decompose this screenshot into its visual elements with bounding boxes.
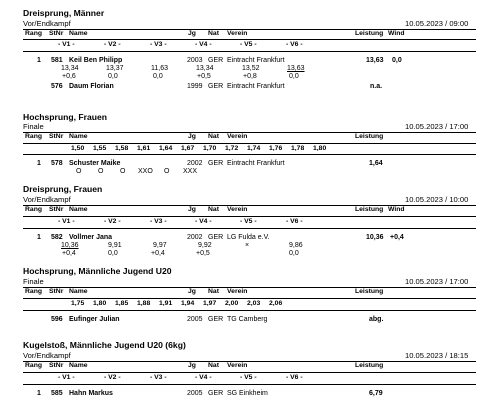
event-datetime: 10.05.2023 / 09:00: [405, 19, 469, 28]
result: abg.: [369, 316, 384, 323]
height-header: 2,00: [225, 300, 239, 307]
height-header: 1,75: [71, 300, 85, 307]
result: 13,63: [366, 57, 384, 64]
club: Eintracht Frankfurt: [227, 83, 285, 90]
col-name: Name: [69, 133, 88, 140]
nation: GER: [208, 57, 224, 64]
col-nat: Nat: [208, 206, 219, 213]
wind: +0,4: [390, 234, 404, 241]
height-header: 1,61: [137, 145, 151, 152]
attempt-header: - V4 -: [195, 374, 212, 381]
result: 1,64: [369, 160, 383, 167]
col-name: Name: [69, 362, 88, 369]
attempt-header: - V2 -: [104, 218, 121, 225]
wind: 0,0: [392, 57, 402, 64]
attempt: 9,86: [289, 242, 303, 249]
col-leistung: Leistung: [355, 133, 384, 140]
attempt-header: - V6 -: [286, 41, 303, 48]
result: n.a.: [370, 83, 383, 90]
attempt-wind: 0,0: [153, 73, 163, 80]
col-verein: Verein: [227, 362, 248, 369]
event-stage: Vor/Endkampf: [23, 195, 71, 204]
col-verein: Verein: [227, 288, 248, 295]
height-attempt: O: [120, 168, 126, 175]
height-attempt: XXX: [183, 168, 198, 175]
col-leistung: Leistung: [355, 362, 384, 369]
height-header: 1,91: [159, 300, 173, 307]
attempt-header: - V6 -: [286, 374, 303, 381]
height-attempt: O: [164, 168, 170, 175]
attempt-wind: +0,4: [151, 250, 165, 257]
attempt: 13,52: [242, 65, 260, 72]
rank: 1: [37, 160, 41, 167]
event-stage: Vor/Endkampf: [23, 19, 71, 28]
athlete-name: Schuster Maike: [69, 160, 121, 167]
athlete-name: Daum Florian: [69, 83, 114, 90]
attempt-wind: 0,0: [289, 250, 299, 257]
col-jg: Jg: [188, 362, 196, 369]
attempt-header: - V3 -: [150, 218, 167, 225]
col-stnr: StNr: [49, 206, 64, 213]
result: 10,36: [366, 234, 384, 241]
nation: GER: [208, 83, 224, 90]
attempt-best: 10,36: [61, 242, 79, 249]
attempt-wind: +0,4: [62, 250, 76, 257]
height-header: 1,78: [291, 145, 305, 152]
col-stnr: StNr: [49, 30, 64, 37]
attempt-header: - V3 -: [150, 374, 167, 381]
col-nat: Nat: [208, 362, 219, 369]
attempt-wind: 0,0: [108, 73, 118, 80]
attempt-header: - V6 -: [286, 218, 303, 225]
bib-number: 596: [51, 316, 63, 323]
event-datetime: 10.05.2023 / 17:00: [405, 277, 469, 286]
event-stage: Finale: [23, 277, 44, 286]
height-attempt: O: [98, 168, 104, 175]
athlete-name: Keil Ben Philipp: [69, 57, 123, 64]
rank: 1: [37, 234, 41, 241]
col-jg: Jg: [188, 30, 196, 37]
result: 6,79: [369, 390, 383, 397]
bib-number: 585: [51, 390, 63, 397]
attempt-wind: +0,5: [196, 250, 210, 257]
club: Eintracht Frankfurt: [227, 160, 285, 167]
attempt-best: 13,63: [287, 65, 305, 72]
athlete-name: Eufinger Julian: [69, 316, 120, 323]
col-stnr: StNr: [49, 288, 64, 295]
attempt-header: - V4 -: [195, 218, 212, 225]
rank: 1: [37, 57, 41, 64]
attempt: 13,34: [61, 65, 79, 72]
attempt: 13,34: [196, 65, 214, 72]
birth-year: 2002: [187, 160, 203, 167]
nation: GER: [208, 160, 224, 167]
height-header: 2,06: [269, 300, 283, 307]
height-header: 1,58: [115, 145, 129, 152]
attempt-wind: +0,6: [62, 73, 76, 80]
height-header: 1,97: [203, 300, 217, 307]
attempt-wind: 0,0: [108, 250, 118, 257]
attempt-header: - V5 -: [240, 218, 257, 225]
col-stnr: StNr: [49, 362, 64, 369]
nation: GER: [208, 390, 224, 397]
event-stage: Finale: [23, 122, 44, 131]
attempt-header: - V3 -: [150, 41, 167, 48]
height-header: 1,72: [225, 145, 239, 152]
col-rang: Rang: [25, 206, 42, 213]
birth-year: 1999: [187, 83, 203, 90]
col-verein: Verein: [227, 133, 248, 140]
col-jg: Jg: [188, 288, 196, 295]
attempt-wind: 0,0: [289, 73, 299, 80]
attempt-wind: +0,8: [243, 73, 257, 80]
height-header: 1,76: [269, 145, 283, 152]
club: Eintracht Frankfurt: [227, 57, 285, 64]
birth-year: 2005: [187, 390, 203, 397]
event-datetime: 10.05.2023 / 10:00: [405, 195, 469, 204]
col-leistung: Leistung: [355, 206, 384, 213]
attempt: 11,63: [151, 65, 168, 72]
height-header: 1,80: [93, 300, 107, 307]
event-datetime: 10.05.2023 / 18:15: [405, 351, 469, 360]
height-header: 1,88: [137, 300, 151, 307]
col-rang: Rang: [25, 362, 42, 369]
rank: 1: [37, 390, 41, 397]
col-leistung: Leistung: [355, 30, 384, 37]
athlete-name: Vollmer Jana: [69, 234, 113, 241]
attempt: 9,91: [108, 242, 122, 249]
height-header: 1,50: [71, 145, 85, 152]
attempt-header: - V2 -: [104, 41, 121, 48]
col-jg: Jg: [188, 206, 196, 213]
height-header: 1,55: [93, 145, 107, 152]
attempt-header: - V1 -: [58, 218, 75, 225]
attempt-header: - V2 -: [104, 374, 121, 381]
attempt-foul: ×: [245, 242, 250, 249]
bib-number: 581: [51, 57, 63, 64]
attempt-header: - V5 -: [240, 374, 257, 381]
attempt: 9,92: [198, 242, 212, 249]
bib-number: 576: [51, 83, 63, 90]
height-header: 2,03: [247, 300, 261, 307]
col-wind: Wind: [388, 206, 405, 213]
col-nat: Nat: [208, 288, 219, 295]
bib-number: 578: [51, 160, 63, 167]
athlete-name: Hahn Markus: [69, 390, 113, 397]
col-name: Name: [69, 288, 88, 295]
col-jg: Jg: [188, 133, 196, 140]
attempt: 9,97: [153, 242, 167, 249]
col-rang: Rang: [25, 288, 42, 295]
event-title: Hochsprung, Männliche Jugend U20: [23, 266, 172, 276]
col-nat: Nat: [208, 133, 219, 140]
col-name: Name: [69, 206, 88, 213]
height-header: 1,64: [159, 145, 173, 152]
height-attempt: O: [76, 168, 82, 175]
event-title: Hochsprung, Frauen: [23, 112, 108, 122]
bib-number: 582: [51, 234, 63, 241]
col-verein: Verein: [227, 30, 248, 37]
height-header: 1,74: [247, 145, 261, 152]
height-attempt: XXO: [138, 168, 153, 175]
height-header: 1,67: [181, 145, 195, 152]
col-rang: Rang: [25, 30, 42, 37]
height-header: 1,85: [115, 300, 129, 307]
club: SG Einkheim: [227, 390, 268, 397]
col-name: Name: [69, 30, 88, 37]
col-wind: Wind: [388, 30, 405, 37]
club: LG Fulda e.V.: [227, 234, 270, 241]
attempt-header: - V4 -: [195, 41, 212, 48]
nation: GER: [208, 316, 224, 323]
col-leistung: Leistung: [355, 288, 384, 295]
attempt-header: - V1 -: [58, 374, 75, 381]
nation: GER: [208, 234, 224, 241]
birth-year: 2002: [187, 234, 203, 241]
attempt-wind: +0,5: [197, 73, 211, 80]
event-title: Dreisprung, Frauen: [23, 184, 103, 194]
height-header: 1,94: [181, 300, 195, 307]
birth-year: 2005: [187, 316, 203, 323]
height-header: 1,80: [313, 145, 327, 152]
attempt-header: - V1 -: [58, 41, 75, 48]
attempt-header: - V5 -: [240, 41, 257, 48]
event-datetime: 10.05.2023 / 17:00: [405, 122, 469, 131]
height-header: 1,70: [203, 145, 217, 152]
event-title: Dreisprung, Männer: [23, 8, 105, 18]
attempt: 13,37: [106, 65, 124, 72]
event-stage: Vor/Endkampf: [23, 351, 71, 360]
event-title: Kugelstoß, Männliche Jugend U20 (6kg): [23, 340, 186, 350]
col-stnr: StNr: [49, 133, 64, 140]
birth-year: 2003: [187, 57, 203, 64]
col-nat: Nat: [208, 30, 219, 37]
col-verein: Verein: [227, 206, 248, 213]
club: TG Camberg: [227, 316, 268, 323]
col-rang: Rang: [25, 133, 42, 140]
